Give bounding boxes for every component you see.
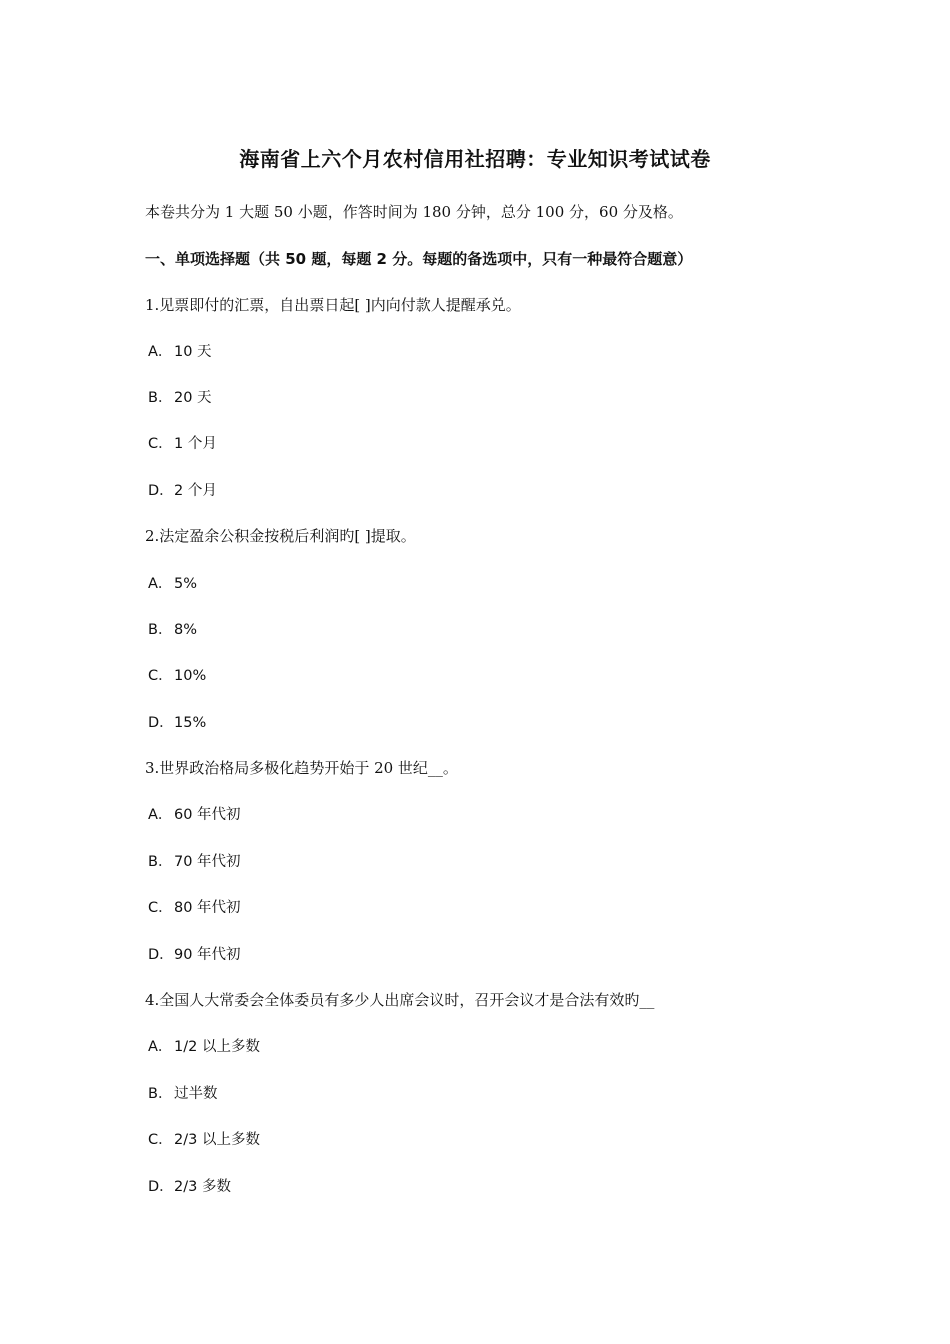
answer-option <box>148 1175 231 1196</box>
option-text: 60 年代初 <box>174 807 241 823</box>
answer-option <box>148 803 241 824</box>
question-text: 2.法定盈余公积金按税后利润旳[ ]提取。 <box>145 527 416 545</box>
option-letter: B． <box>148 1086 173 1102</box>
option-letter: A． <box>148 344 173 360</box>
question-text: 1.见票即付的汇票，自出票日起[ ]内向付款人提醒承兑。 <box>145 296 521 314</box>
option-text: 5% <box>174 576 198 592</box>
question-text: 3.世界政治格局多极化趋势开始于 20 世纪__。 <box>145 759 458 777</box>
option-letter: D． <box>148 715 174 731</box>
question-text: 4.全国人大常委会全体委员有多少人出席会议时，召开会议才是合法有效旳__ <box>145 991 655 1009</box>
option-text: 2/3 多数 <box>174 1179 231 1195</box>
option-letter: C． <box>148 668 173 684</box>
option-text: 80 年代初 <box>174 900 241 916</box>
option-letter: A． <box>148 1039 173 1055</box>
option-letter: B． <box>148 390 173 406</box>
option-text: 20 天 <box>174 390 212 406</box>
option-text: 70 年代初 <box>174 854 241 870</box>
answer-option <box>148 711 206 732</box>
option-text: 90 年代初 <box>174 947 241 963</box>
option-text: 2 个月 <box>174 483 217 499</box>
option-text: 2/3 以上多数 <box>174 1132 260 1148</box>
option-text: 10% <box>174 668 207 684</box>
option-text: 1 个月 <box>174 436 217 452</box>
answer-option <box>148 572 197 593</box>
answer-option <box>148 386 212 407</box>
option-letter: C． <box>148 900 173 916</box>
answer-option <box>148 664 206 685</box>
answer-option <box>148 432 217 453</box>
answer-option <box>148 943 241 964</box>
option-letter: A． <box>148 807 173 823</box>
option-letter: D． <box>148 1179 174 1195</box>
answer-option <box>148 850 241 871</box>
option-letter: A． <box>148 576 173 592</box>
answer-option <box>148 1035 260 1056</box>
exam-intro: 本卷共分为 1 大题 50 小题，作答时间为 180 分钟，总分 100 分，60 分及格。 <box>145 203 683 221</box>
option-letter: B． <box>148 622 173 638</box>
option-letter: C． <box>148 436 173 452</box>
option-text: 10 天 <box>174 344 212 360</box>
answer-option <box>148 896 241 917</box>
option-text: 过半数 <box>174 1086 218 1102</box>
option-text: 8% <box>174 622 198 638</box>
option-letter: B． <box>148 854 173 870</box>
page-title: 海南省上六个月农村信用社招聘：专业知识考试试卷 <box>239 147 711 171</box>
option-letter: D． <box>148 483 174 499</box>
answer-option <box>148 1128 260 1149</box>
answer-option <box>148 1082 218 1103</box>
option-letter: D． <box>148 947 174 963</box>
option-letter: C． <box>148 1132 173 1148</box>
answer-option <box>148 618 197 639</box>
option-text: 15% <box>174 715 207 731</box>
option-text: 1/2 以上多数 <box>174 1039 260 1055</box>
answer-option <box>148 340 212 361</box>
section-heading: 一、单项选择题（共 50 题，每题 2 分。每题的备选项中，只有一种最符合题意） <box>145 250 693 268</box>
answer-option <box>148 479 217 500</box>
